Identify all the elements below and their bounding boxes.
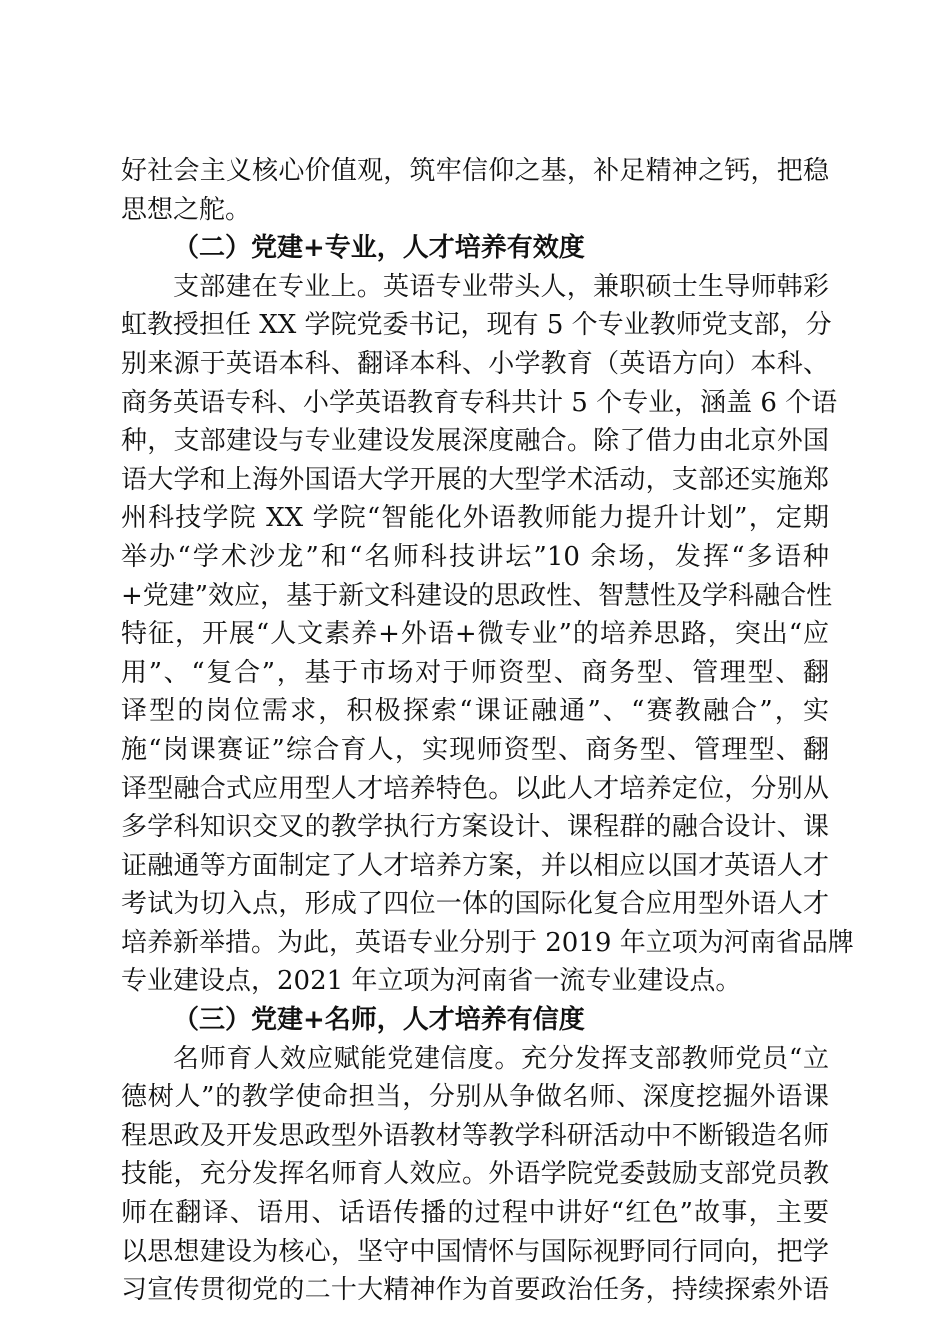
text-line: 专业建设点，2021 年立项为河南省一流专业建设点。 [121,966,742,997]
text-line: 思想之舵。 [121,194,252,225]
text-line: 考试为切入点，形成了四位一体的国际化复合应用型外语人才 [121,889,829,920]
text-line: 以思想建设为核心，坚守中国情怀与国际视野同行同向，把学 [121,1236,829,1267]
text-line: 译型融合式应用型人才培养特色。以此人才培养定位，分别从 [121,773,829,804]
text-line: 师在翻译、语用、话语传播的过程中讲好“红色”故事，主要 [121,1198,829,1229]
text-line: 商务英语专科、小学英语教育专科共计 5 个专业，涵盖 6 个语 [121,387,838,418]
text-line: 施“岗课赛证”综合育人，实现师资型、商务型、管理型、翻 [121,734,829,765]
paragraph-2 [121,268,854,1001]
text-line: 译型的岗位需求，积极探索“课证融通”、“赛教融合”，实 [121,696,829,727]
text-line: 培养新举措。为此，英语专业分别于 2019 年立项为河南省品牌 [121,927,854,958]
text-line: 举办“学术沙龙”和“名师科技讲坛”10 余场，发挥“多语种 [121,541,829,572]
text-line: 名师育人效应赋能党建信度。充分发挥支部教师党员“立 [173,1043,829,1074]
text-line: 语大学和上海外国语大学开展的大型学术活动，支部还实施郑 [121,464,829,495]
text-line: 多学科知识交叉的教学执行方案设计、课程群的融合设计、课 [121,812,829,843]
text-line: 证融通等方面制定了人才培养方案，并以相应以国才英语人才 [121,850,829,881]
text-line: 特征，开展“人文素养+外语+微专业”的培养思路，突出“应 [121,619,829,650]
text-line: 德树人”的教学使命担当，分别从争做名师、深度挖掘外语课 [121,1082,829,1113]
text-line: 用”、“复合”，基于市场对于师资型、商务型、管理型、翻 [121,657,829,688]
text-line: 技能，充分发挥名师育人效应。外语学院党委鼓励支部党员教 [121,1159,829,1190]
text-line: +党建”效应，基于新文科建设的思政性、智慧性及学科融合性 [121,580,833,611]
text-line: 程思政及开发思政型外语教材等教学科研活动中不断锻造名师 [121,1120,829,1151]
section-heading-2: （二）党建+专业，人才培养有效度 [173,233,585,264]
document-body [121,152,854,1310]
paragraph-1 [121,152,829,229]
text-line: 虹教授担任 XX 学院党委书记，现有 5 个专业教师党支部，分 [121,310,832,341]
text-line: 种，支部建设与专业建设发展深度融合。除了借力由北京外国 [121,426,829,457]
text-line: 支部建在专业上。英语专业带头人，兼职硕士生导师韩彩 [173,271,829,302]
section-heading-3: （三）党建+名师，人才培养有信度 [173,1005,585,1036]
text-line: 州科技学院 XX 学院“智能化外语教师能力提升计划”，定期 [121,503,829,534]
text-line: 好社会主义核心价值观，筑牢信仰之基，补足精神之钙，把稳 [121,156,829,186]
text-line: 习宣传贯彻党的二十大精神作为首要政治任务，持续探索外语 [121,1275,829,1306]
paragraph-3 [121,1040,829,1310]
text-line: 别来源于英语本科、翻译本科、小学教育（英语方向）本科、 [121,348,829,379]
